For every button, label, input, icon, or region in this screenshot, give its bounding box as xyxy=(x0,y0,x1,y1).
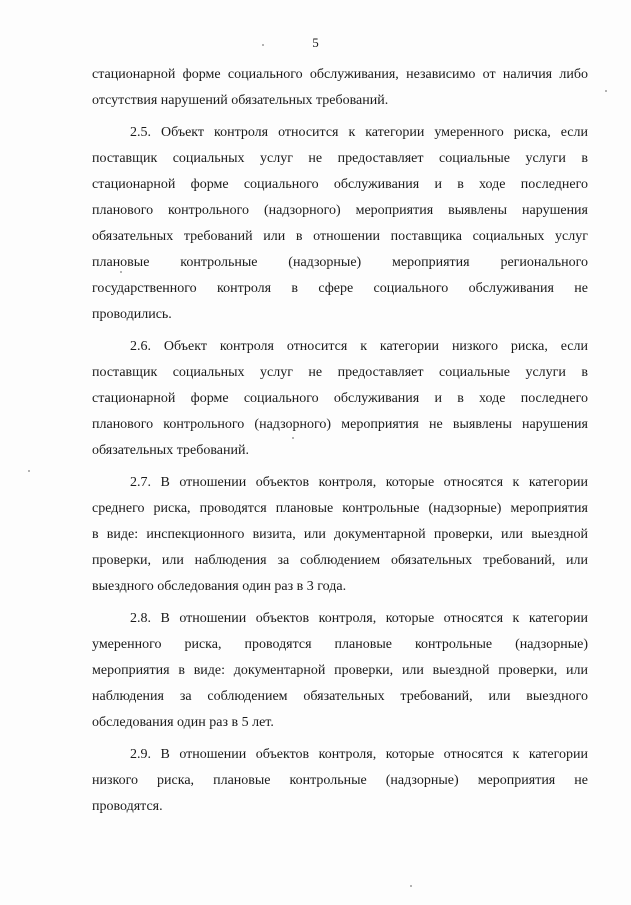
scan-speck xyxy=(262,44,264,46)
text-line: проводятся. xyxy=(92,799,163,814)
paragraph-2-8 xyxy=(92,606,588,736)
text-line: проверки, или наблюдения за соблюдением обязательных требований, или xyxy=(92,553,588,568)
scan-speck xyxy=(292,437,294,439)
text-line: планового контрольного (надзорного) мероприятия выявлены нарушения xyxy=(92,203,588,218)
text-line: в виде: инспекционного визита, или документарной проверки, или выездной xyxy=(92,527,588,542)
text-line: стационарной форме социального обслуживания и в ходе последнего xyxy=(92,177,588,192)
text-line: среднего риска, проводятся плановые контрольные (надзорные) мероприятия xyxy=(92,501,588,516)
text-line: обследования один раз в 5 лет. xyxy=(92,715,274,730)
scan-speck xyxy=(28,470,30,472)
text-line: 2.8. В отношении объектов контроля, которые относятся к категории xyxy=(130,611,588,626)
paragraph-2-5 xyxy=(92,120,588,328)
text-line: наблюдения за соблюдением обязательных требований, или выездного xyxy=(92,689,588,704)
scan-speck xyxy=(605,90,607,92)
paragraph-continuation xyxy=(92,62,588,114)
text-line: 2.5. Объект контроля относится к категории умеренного риска, если xyxy=(130,125,588,140)
text-line: умеренного риска, проводятся плановые контрольные (надзорные) xyxy=(92,637,588,652)
text-line: выездного обследования один раз в 3 года. xyxy=(92,579,347,594)
text-line: 2.9. В отношении объектов контроля, которые относятся к категории xyxy=(130,747,588,762)
scan-speck xyxy=(410,885,412,887)
paragraph-2-9 xyxy=(92,742,588,820)
document-body xyxy=(92,62,588,826)
text-line: 2.7. В отношении объектов контроля, которые относятся к категории xyxy=(130,475,588,490)
paragraph-2-6 xyxy=(92,334,588,464)
text-line: отсутствия нарушений обязательных требований. xyxy=(92,93,389,108)
text-line: 2.6. Объект контроля относится к категории низкого риска, если xyxy=(130,339,588,354)
text-line: стационарной форме социального обслуживания и в ходе последнего xyxy=(92,391,588,406)
text-line: плановые контрольные (надзорные) мероприятия регионального xyxy=(92,255,588,270)
scan-speck xyxy=(120,271,122,273)
text-line: планового контрольного (надзорного) мероприятия не выявлены нарушения xyxy=(92,417,588,432)
text-line: стационарной форме социального обслуживания, независимо от наличия либо xyxy=(92,67,588,82)
text-line: поставщик социальных услуг не предоставляет социальные услуги в xyxy=(92,365,588,380)
text-line: поставщик социальных услуг не предоставляет социальные услуги в xyxy=(92,151,588,166)
text-line: мероприятия в виде: документарной проверки, или выездной проверки, или xyxy=(92,663,588,678)
page-number: 5 xyxy=(312,35,319,50)
text-line: проводились. xyxy=(92,307,172,322)
text-line: обязательных требований или в отношении поставщика социальных услуг xyxy=(92,229,588,244)
text-line: обязательных требований. xyxy=(92,443,249,458)
text-line: государственного контроля в сфере социального обслуживания не xyxy=(92,281,588,296)
text-line: низкого риска, плановые контрольные (надзорные) мероприятия не xyxy=(92,773,588,788)
paragraph-2-7 xyxy=(92,470,588,600)
